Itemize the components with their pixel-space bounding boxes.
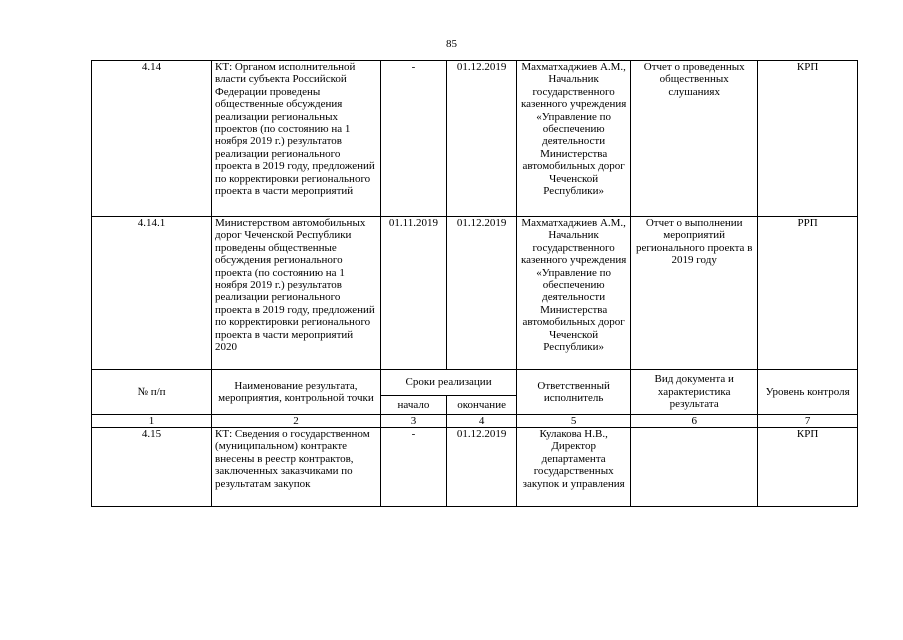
table-row	[92, 428, 858, 507]
result-name-cell: КТ: Сведения о государственном (муниципальном) контракте внесены в реестр контрактов, заключенных заказчиками по результатам закупок	[212, 428, 381, 507]
end-date-cell: 01.12.2019	[447, 61, 517, 217]
executor-cell: Махматхаджиев А.М., Начальник государственного казенного учреждения «Управление по обеспечению деятельности Министерства автомобильных дорог Чеченской Республики»	[517, 217, 631, 370]
header-terms: Сроки реализации	[380, 370, 516, 396]
start-date-cell: 01.11.2019	[380, 217, 446, 370]
header-control-level: Уровень контроля	[758, 370, 858, 415]
result-name-cell	[212, 217, 381, 370]
header-document-type: Вид документа и характеристика результата	[631, 370, 758, 415]
table-row	[92, 217, 858, 370]
result-name-text: Министерством автомобильных дорог Чеченской Республики проведены общественные обсуждения регионального проекта (по состоянию на 1 ноября 2019 г.) результатов реализации регионального проекта в 2019 году, предложений по корректировки регионального проекта в части мероприятий 2020	[215, 217, 375, 354]
document-type-cell: Отчет о проведенных общественных слушаниях	[631, 61, 758, 217]
header-row	[92, 370, 858, 396]
result-name-cell	[212, 61, 381, 217]
row-number-cell: 4.14.1	[92, 217, 212, 370]
header-number: № п/п	[92, 370, 212, 415]
table-row	[92, 61, 858, 217]
column-number: 3	[380, 415, 446, 428]
column-number: 7	[758, 415, 858, 428]
column-number: 6	[631, 415, 758, 428]
start-date-cell: -	[380, 61, 446, 217]
row-number-cell: 4.15	[92, 428, 212, 507]
column-number: 1	[92, 415, 212, 428]
header-end: окончание	[447, 396, 517, 415]
header-executor: Ответственный исполнитель	[517, 370, 631, 415]
column-numbers-row	[92, 415, 858, 428]
row-number-cell: 4.14	[92, 61, 212, 217]
end-date-cell: 01.12.2019	[447, 428, 517, 507]
document-type-cell: Отчет о выполнении мероприятий регионального проекта в 2019 году	[631, 217, 758, 370]
column-number: 2	[212, 415, 381, 428]
column-number: 5	[517, 415, 631, 428]
control-level-cell: КРП	[758, 428, 858, 507]
page-number: 85	[446, 38, 457, 50]
executor-cell: Махматхаджиев А.М., Начальник государственного казенного учреждения «Управление по обеспечению деятельности Министерства автомобильных дорог Чеченской Республики»	[517, 61, 631, 217]
control-level-cell: РРП	[758, 217, 858, 370]
header-start: начало	[380, 396, 446, 415]
plan-table	[91, 60, 858, 507]
control-level-cell: КРП	[758, 61, 858, 217]
start-date-cell: -	[380, 428, 446, 507]
document-type-cell	[631, 428, 758, 507]
end-date-cell: 01.12.2019	[447, 217, 517, 370]
column-number: 4	[447, 415, 517, 428]
executor-cell: Кулакова Н.В., Директор департамента государственных закупок и управления	[517, 428, 631, 507]
header-result-name: Наименование результата, мероприятия, контрольной точки	[212, 370, 381, 415]
result-name-text: КТ: Органом исполнительной власти субъекта Российской Федерации проведены общественные обсуждения реализации региональных проектов (по состоянию на 1 ноября 2019 г.) результатов реализации регионального проекта в 2019 году, предложений по корректировки регионального проекта в части мероприятий	[215, 61, 375, 198]
